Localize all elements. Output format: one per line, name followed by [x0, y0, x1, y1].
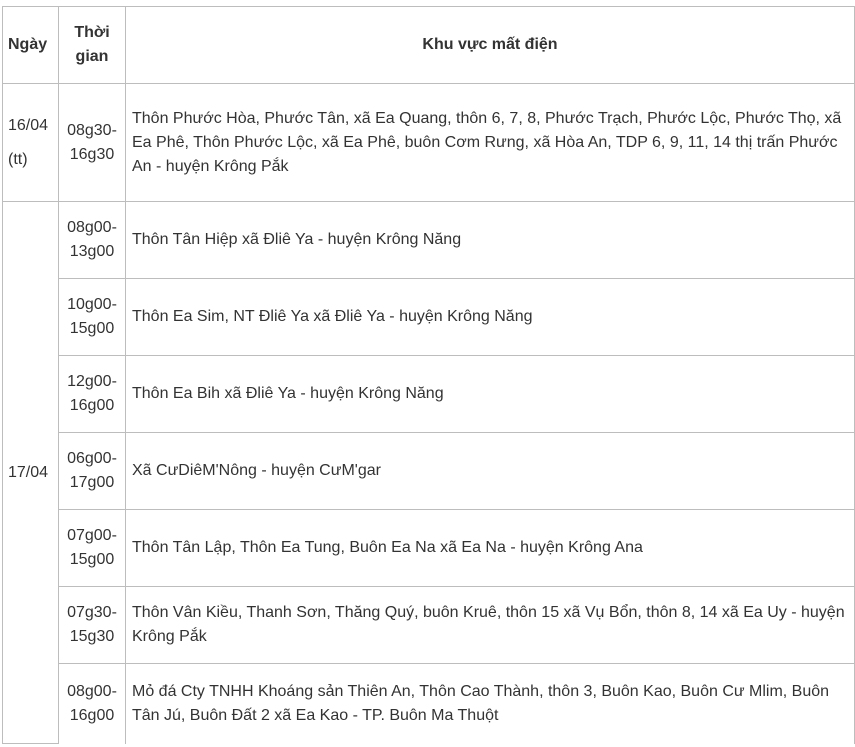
header-time-line1: Thời — [74, 24, 110, 41]
time-cell — [59, 510, 126, 587]
time-start: 08g00- — [67, 219, 117, 236]
area-cell: Thôn Vân Kiều, Thanh Sơn, Thăng Quý, buôn Kruê, thôn 15 xã Vụ Bổn, thôn 8, 14 xã Ea Uy - huyện Krông Pắk — [126, 587, 855, 664]
date-value: 17/04 — [8, 463, 49, 481]
date-value: 16/04 — [8, 116, 49, 134]
area-cell: Thôn Ea Bih xã Đliê Ya - huyện Krông Năng — [126, 356, 855, 433]
time-end: 16g00 — [69, 397, 115, 414]
time-start: 08g30- — [67, 121, 117, 139]
power-outage-table — [2, 6, 855, 744]
area-cell: Thôn Ea Sim, NT Đliê Ya xã Đliê Ya - huyện Krông Năng — [126, 279, 855, 356]
header-time-line2: gian — [75, 48, 109, 65]
time-end: 16g00 — [69, 706, 115, 724]
time-cell — [59, 433, 126, 510]
header-area: Khu vực mất điện — [126, 7, 855, 84]
time-cell — [59, 587, 126, 664]
time-cell — [59, 279, 126, 356]
time-start: 10g00- — [67, 296, 117, 313]
area-cell: Mỏ đá Cty TNHH Khoáng sản Thiên An, Thôn Cao Thành, thôn 3, Buôn Kao, Buôn Cư Mlim, Buôn Tân Jú, Buôn Đất 2 xã Ea Kao - TP. Buôn Ma Thuột — [126, 664, 855, 744]
time-end: 15g00 — [69, 551, 115, 568]
table-row — [3, 356, 855, 433]
header-date: Ngày — [3, 7, 59, 84]
table-row — [3, 664, 855, 744]
table-header-row — [3, 7, 855, 84]
table-row — [3, 84, 855, 202]
date-cell — [3, 202, 59, 744]
time-start: 07g00- — [67, 527, 117, 544]
time-cell — [59, 356, 126, 433]
table-row — [3, 433, 855, 510]
area-cell: Xã CưDiêM'Nông - huyện CưM'gar — [126, 433, 855, 510]
date-cell — [3, 84, 59, 202]
time-cell — [59, 202, 126, 279]
area-cell: Thôn Tân Lập, Thôn Ea Tung, Buôn Ea Na xã Ea Na - huyện Krông Ana — [126, 510, 855, 587]
time-cell — [59, 664, 126, 744]
time-start: 06g00- — [67, 450, 117, 467]
time-end: 17g00 — [69, 474, 115, 491]
area-cell: Thôn Tân Hiệp xã Đliê Ya - huyện Krông Năng — [126, 202, 855, 279]
header-time — [59, 7, 126, 84]
time-end: 13g00 — [69, 243, 115, 260]
table-row — [3, 587, 855, 664]
table-row — [3, 510, 855, 587]
time-cell — [59, 84, 126, 202]
date-note: (tt) — [8, 150, 28, 168]
time-start: 12g00- — [67, 373, 117, 390]
table-row — [3, 279, 855, 356]
time-start: 08g00- — [67, 682, 117, 700]
time-start: 07g30- — [67, 604, 117, 621]
time-end: 15g30 — [69, 628, 115, 645]
area-cell: Thôn Phước Hòa, Phước Tân, xã Ea Quang, thôn 6, 7, 8, Phước Trạch, Phước Lộc, Phước Thọ, xã Ea Phê, Thôn Phước Lộc, xã Ea Phê, buôn Cơm Rưng, xã Hòa An, TDP 6, 9, 11, 14 thị trấn Phước An - huyện Krông Pắk — [126, 84, 855, 202]
table-row — [3, 202, 855, 279]
time-end: 16g30 — [69, 145, 115, 163]
time-end: 15g00 — [69, 320, 115, 337]
